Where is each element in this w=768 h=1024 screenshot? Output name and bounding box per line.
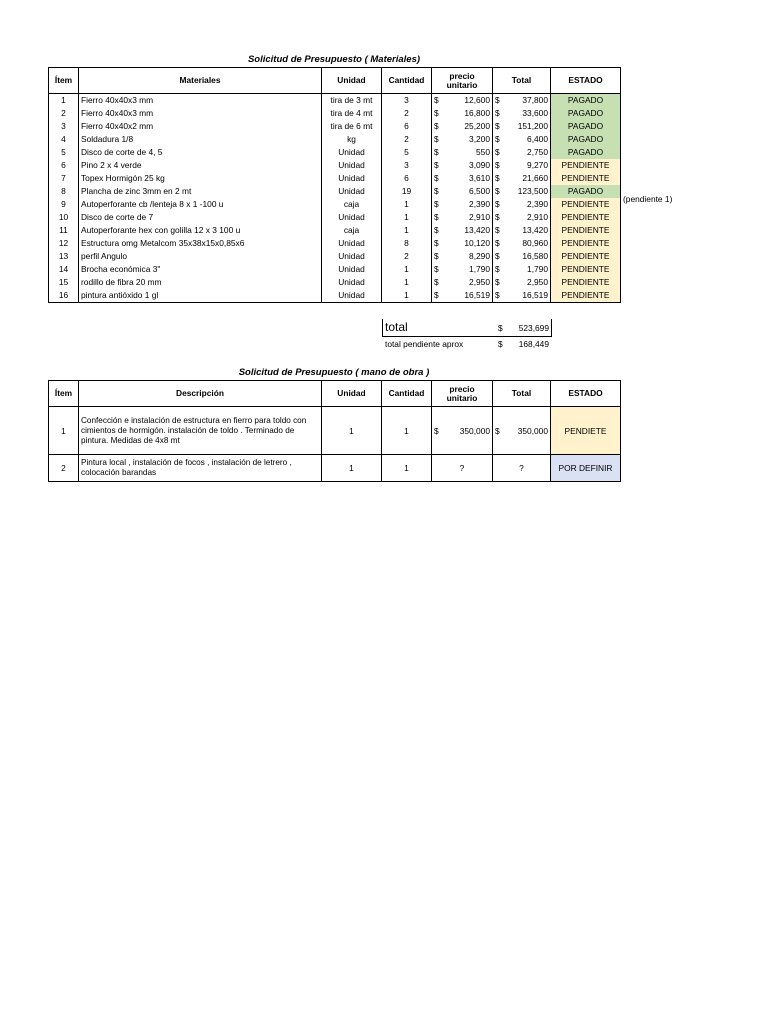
table-row [49, 237, 621, 250]
line-total-currency: $ [495, 238, 500, 248]
header-item: Ítem [49, 381, 79, 407]
line-total [493, 276, 551, 289]
table-row [49, 250, 621, 263]
quantity: 3 [382, 159, 432, 172]
unit-price-value: 350,000 [459, 425, 490, 436]
item-number: 1 [49, 94, 79, 108]
unit-price [432, 289, 493, 303]
pending-total-label: total pendiente aprox [385, 339, 464, 349]
line-total-value: 151,200 [517, 121, 548, 131]
item-number: 14 [49, 263, 79, 276]
item-number: 16 [49, 289, 79, 303]
line-total-value: 16,519 [522, 290, 548, 300]
unit: Unidad [322, 185, 382, 198]
unit-price-value: 3,200 [469, 134, 490, 144]
line-total-value: ? [519, 463, 524, 473]
unit: 1 [322, 407, 382, 455]
item-number: 8 [49, 185, 79, 198]
status-badge: POR DEFINIR [551, 455, 621, 482]
status-badge: PAGADO [551, 133, 621, 146]
table-row [49, 159, 621, 172]
quantity: 6 [382, 172, 432, 185]
table-row [49, 289, 621, 303]
material-name: rodillo de fibra 20 mm [79, 276, 322, 289]
line-total [493, 107, 551, 120]
status-badge: PAGADO [551, 185, 621, 198]
status-badge: PENDIETE [551, 407, 621, 455]
unit: caja [322, 224, 382, 237]
table-row [49, 133, 621, 146]
line-total [493, 172, 551, 185]
material-name: pintura antióxido 1 gl [79, 289, 322, 303]
unit-price-value: 8,290 [469, 251, 490, 261]
unit-price-currency: $ [434, 238, 439, 248]
header-cantidad: Cantidad [382, 381, 432, 407]
table-row [49, 146, 621, 159]
total-currency: $ [498, 323, 503, 333]
table-row [49, 211, 621, 224]
item-number: 3 [49, 120, 79, 133]
line-total-currency: $ [495, 225, 500, 235]
unit: tira de 3 mt [322, 94, 382, 108]
line-total-currency: $ [495, 160, 500, 170]
item-number: 7 [49, 172, 79, 185]
line-total [493, 120, 551, 133]
quantity: 2 [382, 133, 432, 146]
quantity: 1 [382, 289, 432, 303]
unit-price [432, 211, 493, 224]
table-row [49, 120, 621, 133]
item-number: 2 [49, 455, 79, 482]
line-total [493, 455, 551, 482]
quantity: 19 [382, 185, 432, 198]
unit: caja [322, 198, 382, 211]
line-total-currency: $ [495, 425, 500, 436]
item-number: 5 [49, 146, 79, 159]
line-total-currency: $ [495, 121, 500, 131]
unit: Unidad [322, 276, 382, 289]
table-row [49, 276, 621, 289]
item-number: 15 [49, 276, 79, 289]
quantity: 8 [382, 237, 432, 250]
header-item: Ítem [49, 68, 79, 94]
line-total-value: 13,420 [522, 225, 548, 235]
unit: Unidad [322, 146, 382, 159]
line-total-currency: $ [495, 147, 500, 157]
quantity: 1 [382, 276, 432, 289]
line-total [493, 133, 551, 146]
unit-price-currency: $ [434, 425, 439, 436]
item-number: 1 [49, 407, 79, 455]
line-total-value: 350,000 [517, 425, 548, 436]
table-row [49, 107, 621, 120]
status-badge: PAGADO [551, 94, 621, 108]
line-total-value: 37,800 [522, 95, 548, 105]
line-total-value: 1,790 [527, 264, 548, 274]
line-total-value: 2,910 [527, 212, 548, 222]
unit-price-currency: $ [434, 95, 439, 105]
quantity: 1 [382, 455, 432, 482]
unit-price-currency: $ [434, 290, 439, 300]
unit-price-value: 16,800 [464, 108, 490, 118]
total-value: 523,699 [518, 323, 549, 333]
status-badge: PAGADO [551, 146, 621, 159]
line-total-value: 21,660 [522, 173, 548, 183]
unit-price [432, 407, 493, 455]
quantity: 1 [382, 198, 432, 211]
status-badge: PENDIENTE [551, 211, 621, 224]
line-total-currency: $ [495, 264, 500, 274]
quantity: 1 [382, 211, 432, 224]
table-row [49, 263, 621, 276]
labor-table [48, 380, 621, 482]
unit-price [432, 185, 493, 198]
line-total [493, 198, 551, 211]
pending-total-currency: $ [498, 339, 503, 349]
unit-price-currency: $ [434, 199, 439, 209]
unit-price-value: 10,120 [464, 238, 490, 248]
line-total-value: 9,270 [527, 160, 548, 170]
unit: tira de 4 mt [322, 107, 382, 120]
unit-price-value: 2,910 [469, 212, 490, 222]
material-name: Disco de corte de 4, 5 [79, 146, 322, 159]
unit-price-value: 13,420 [464, 225, 490, 235]
unit-price-currency: $ [434, 121, 439, 131]
line-total [493, 159, 551, 172]
unit-price-value: 2,390 [469, 199, 490, 209]
unit-price [432, 94, 493, 108]
unit-price [432, 250, 493, 263]
quantity: 6 [382, 120, 432, 133]
unit-price-currency: $ [434, 108, 439, 118]
unit-price-currency: $ [434, 186, 439, 196]
unit-price [432, 120, 493, 133]
line-total-currency: $ [495, 186, 500, 196]
unit-price-value: 6,500 [469, 186, 490, 196]
line-total-value: 16,580 [522, 251, 548, 261]
quantity: 2 [382, 107, 432, 120]
unit: tira de 6 mt [322, 120, 382, 133]
item-number: 13 [49, 250, 79, 263]
unit-price-currency: $ [434, 277, 439, 287]
unit: 1 [322, 455, 382, 482]
line-total-value: 2,950 [527, 277, 548, 287]
status-badge: PAGADO [551, 107, 621, 120]
unit: Unidad [322, 159, 382, 172]
header-total: Total [493, 381, 551, 407]
unit-price [432, 237, 493, 250]
unit-price-currency: $ [434, 134, 439, 144]
material-name: Fierro 40x40x3 mm [79, 94, 322, 108]
unit: Unidad [322, 172, 382, 185]
unit-price [432, 159, 493, 172]
quantity: 1 [382, 224, 432, 237]
description: Pintura local , instalación de focos , instalación de letrero , colocación barandas [79, 455, 322, 482]
status-badge: PENDIENTE [551, 198, 621, 211]
table-row [49, 455, 621, 482]
unit: kg [322, 133, 382, 146]
unit: Unidad [322, 263, 382, 276]
material-name: Pino 2 x 4 verde [79, 159, 322, 172]
table-row [49, 198, 621, 211]
labor-header-row [49, 381, 621, 407]
line-total-value: 2,750 [527, 147, 548, 157]
status-badge: PENDIENTE [551, 224, 621, 237]
table-row [49, 185, 621, 198]
status-badge: PENDIENTE [551, 250, 621, 263]
unit: Unidad [322, 250, 382, 263]
header-materiales: Materiales [79, 68, 322, 94]
unit-price-currency: $ [434, 173, 439, 183]
header-estado: ESTADO [551, 381, 621, 407]
line-total-currency: $ [495, 277, 500, 287]
line-total-currency: $ [495, 251, 500, 261]
unit-price-value: 16,519 [464, 290, 490, 300]
item-number: 9 [49, 198, 79, 211]
line-total-currency: $ [495, 95, 500, 105]
table-row [49, 224, 621, 237]
material-name: Soldadura 1/8 [79, 133, 322, 146]
material-name: Estructura omg Metalcom 35x38x15x0,85x6 [79, 237, 322, 250]
unit-price-currency: $ [434, 225, 439, 235]
line-total [493, 94, 551, 108]
material-name: Topex Hormigón 25 kg [79, 172, 322, 185]
unit: Unidad [322, 289, 382, 303]
material-name: Plancha de zinc 3mm en 2 mt [79, 185, 322, 198]
line-total [493, 289, 551, 303]
line-total-currency: $ [495, 108, 500, 118]
line-total-currency: $ [495, 173, 500, 183]
header-cantidad: Cantidad [382, 68, 432, 94]
unit-price-currency: $ [434, 160, 439, 170]
line-total-value: 123,500 [517, 186, 548, 196]
unit-price [432, 263, 493, 276]
material-name: Autoperforante hex con golilla 12 x 3 100 u [79, 224, 322, 237]
unit-price-value: 12,600 [464, 95, 490, 105]
unit-price-currency: $ [434, 264, 439, 274]
line-total-currency: $ [495, 134, 500, 144]
unit-price [432, 224, 493, 237]
labor-title: Solicitud de Presupuesto ( mano de obra ) [238, 367, 430, 378]
header-unidad: Unidad [322, 68, 382, 94]
description: Confección e instalación de estructura en fierro para toldo con cimientos de hormigón. instalación de toldo . Terminado de pintura. Medidas de 4x8 mt [79, 407, 322, 455]
unit-price-value: 25,200 [464, 121, 490, 131]
line-total-value: 2,390 [527, 199, 548, 209]
status-badge: PENDIENTE [551, 172, 621, 185]
row-note: (pendiente 1) [623, 194, 673, 204]
line-total-currency: $ [495, 212, 500, 222]
unit-price-currency: $ [434, 251, 439, 261]
pending-total-value: 168,449 [518, 339, 549, 349]
line-total-value: 80,960 [522, 238, 548, 248]
item-number: 10 [49, 211, 79, 224]
line-total [493, 146, 551, 159]
item-number: 12 [49, 237, 79, 250]
material-name: Fierro 40x40x3 mm [79, 107, 322, 120]
materials-header-row [49, 68, 621, 94]
materials-body [49, 94, 621, 303]
unit-price-value: ? [459, 463, 465, 473]
item-number: 6 [49, 159, 79, 172]
unit-price-value: 2,950 [469, 277, 490, 287]
line-total [493, 185, 551, 198]
table-row [49, 172, 621, 185]
unit-price-value: 3,610 [469, 173, 490, 183]
unit-price [432, 146, 493, 159]
status-badge: PENDIENTE [551, 159, 621, 172]
item-number: 4 [49, 133, 79, 146]
labor-body [49, 407, 621, 482]
header-precio-unitario: precio unitario [432, 68, 493, 94]
line-total-value: 6,400 [527, 134, 548, 144]
line-total-currency: $ [495, 290, 500, 300]
material-name: perfil Angulo [79, 250, 322, 263]
status-badge: PAGADO [551, 120, 621, 133]
quantity: 3 [382, 94, 432, 108]
header-descripcion: Descripción [79, 381, 322, 407]
table-row [49, 94, 621, 108]
unit-price-currency: $ [434, 147, 439, 157]
header-unidad: Unidad [322, 381, 382, 407]
line-total [493, 250, 551, 263]
unit: Unidad [322, 237, 382, 250]
unit-price-currency: $ [434, 212, 439, 222]
unit-price [432, 107, 493, 120]
table-row [49, 407, 621, 455]
materials-title: Solicitud de Presupuesto ( Materiales) [247, 54, 421, 65]
line-total [493, 224, 551, 237]
material-name: Disco de corte de 7 [79, 211, 322, 224]
line-total-currency: $ [495, 199, 500, 209]
unit: Unidad [322, 211, 382, 224]
unit-price [432, 276, 493, 289]
header-precio-unitario: precio unitario [432, 381, 493, 407]
line-total [493, 211, 551, 224]
quantity: 2 [382, 250, 432, 263]
status-badge: PENDIENTE [551, 237, 621, 250]
material-name: Fierro 40x40x2 mm [79, 120, 322, 133]
header-total: Total [493, 68, 551, 94]
unit-price [432, 133, 493, 146]
status-badge: PENDIENTE [551, 289, 621, 303]
materials-table [48, 67, 621, 303]
unit-price-value: 3,090 [469, 160, 490, 170]
line-total [493, 237, 551, 250]
quantity: 1 [382, 407, 432, 455]
material-name: Brocha económica 3" [79, 263, 322, 276]
quantity: 5 [382, 146, 432, 159]
total-label: total [385, 320, 408, 334]
line-total [493, 263, 551, 276]
line-total-value: 33,600 [522, 108, 548, 118]
line-total [493, 407, 551, 455]
material-name: Autoperforante cb /lenteja 8 x 1 -100 u [79, 198, 322, 211]
unit-price [432, 455, 493, 482]
item-number: 11 [49, 224, 79, 237]
unit-price [432, 198, 493, 211]
unit-price [432, 172, 493, 185]
unit-price-value: 550 [476, 147, 490, 157]
unit-price-value: 1,790 [469, 264, 490, 274]
status-badge: PENDIENTE [551, 263, 621, 276]
item-number: 2 [49, 107, 79, 120]
quantity: 1 [382, 263, 432, 276]
status-badge: PENDIENTE [551, 276, 621, 289]
header-estado: ESTADO [551, 68, 621, 94]
